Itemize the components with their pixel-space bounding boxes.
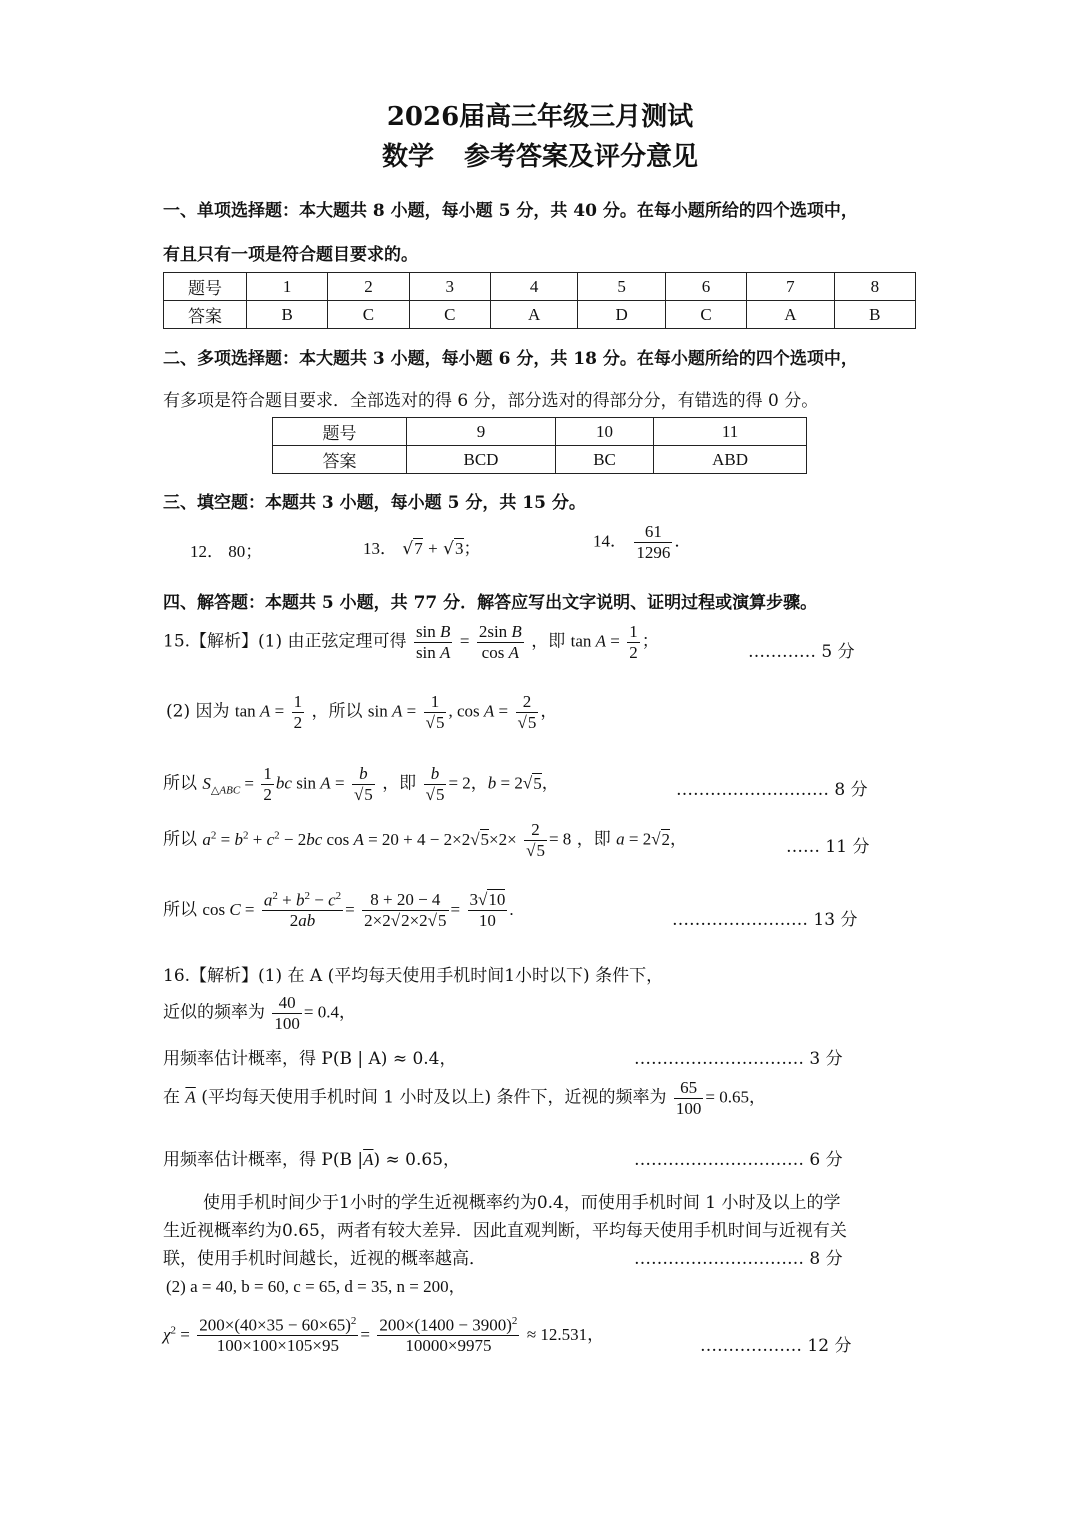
table-cell: A xyxy=(747,301,834,329)
q16-line2: 近似的频率为 $\frac{40}{100}$ = 0.4， xyxy=(163,993,356,1033)
table-cell: A xyxy=(490,301,577,329)
fraction: $\frac{\text{2sin B}}{\text{cos A}}$ xyxy=(478,622,522,662)
q16-paragraph-line2: 生近视概率约为0.65，两者有较大差异．因此直观判断，平均每天使用手机时间与近视有关 xyxy=(163,1221,847,1241)
table-cell: D xyxy=(578,301,665,329)
score-mark: ……………… 12 分 xyxy=(700,1336,852,1356)
table-row xyxy=(273,446,807,474)
q15-line4: 所以 $a^2 = b^2 + c^2 - 2bc$ cos A = 20 + 4 − 2×2√5×2× $\frac{2}{√5}$ = 8 ，即 a = 2√2， xyxy=(163,820,688,860)
table-header-cell: 答案 xyxy=(273,446,407,474)
table-row xyxy=(164,301,916,329)
subject-label: 数学 xyxy=(381,142,434,172)
q16-paragraph-line1: 使用手机时间少于1小时的学生近视概率约为0.4，而使用手机时间 1 小时及以上的学 xyxy=(203,1193,841,1213)
table-row xyxy=(273,418,807,446)
answer-q14: 14． $\frac{61}{1296}$ ． xyxy=(593,522,692,562)
fraction: $\frac{\text{sin B}}{\text{sin A}}$ xyxy=(415,622,451,662)
q16-line4: 在 $\overline{A}$ (平均每天使用手机时间 1 小时及以上) 条件下，近视的频率为 $\frac{65}{100}$ = 0.65， xyxy=(163,1078,766,1118)
table-cell: BC xyxy=(555,446,653,474)
table-cell: B xyxy=(834,301,915,329)
q16-line10: $\chi^2$ = $\frac{200\times(40\times 35 - 60\times 65)^2}{100\times 100\times 105\times 95}$ = $\frac{200\times(1400 - 3900)^2}{10000\times 9975}$ ≈ 12.531， xyxy=(163,1315,605,1356)
fraction: $\frac{3√10}{10}$ xyxy=(469,890,506,930)
score-mark: ………… 5 分 xyxy=(748,642,855,662)
section2-heading-line2: 有多项是符合题目要求．全部选对的得 6 分，部分选对的得部分分，有错选的得 0 分。 xyxy=(163,391,819,411)
fraction: $\frac{b}{√5}$ xyxy=(425,764,445,804)
page-title: 2026届高三年级三月测试 xyxy=(386,102,694,132)
fraction: $\frac{a^2 + b^2 - c^2}{2ab}$ xyxy=(263,890,342,931)
table-header-cell: 题号 xyxy=(164,273,247,301)
table-cell: 3 xyxy=(409,273,490,301)
table-cell: 2 xyxy=(328,273,409,301)
score-mark: ………………………… 3 分 xyxy=(634,1049,843,1069)
table-cell: C xyxy=(409,301,490,329)
score-mark: ………………………… 8 分 xyxy=(634,1249,843,1269)
table-cell: 10 xyxy=(555,418,653,446)
answer-q12: 12． 80； xyxy=(190,542,263,561)
q15-line2: (2) 因为 tan A = $\frac{1}{2}$ ，所以 sin A = $\frac{1}{√5}$ , cos A = $\frac{2}{√5}$ ， xyxy=(166,692,558,732)
page-subtitle xyxy=(0,136,1080,173)
section4-heading: 四、解答题：本题共 5 小题，共 77 分．解答应写出文字说明、证明过程或演算步骤。 xyxy=(163,593,818,613)
fraction: $\frac{200\times(40\times 35 - 60\times 65)^2}{100\times 100\times 105\times 95}$ xyxy=(199,1315,357,1356)
section3-heading: 三、填空题：本题共 3 小题，每小题 5 分，共 15 分。 xyxy=(163,493,586,513)
table-cell: C xyxy=(665,301,746,329)
section1-heading-line1: 一、单项选择题：本大题共 8 小题，每小题 5 分，共 40 分。在每小题所给的四个选项中， xyxy=(163,201,858,221)
table-cell: 5 xyxy=(578,273,665,301)
q16-paragraph-line3: 联，使用手机时间越长，近视的概率越高． xyxy=(163,1249,486,1269)
fraction: $\frac{8 + 20 - 4}{2\times 2√2\times 2√5}$ xyxy=(364,890,447,930)
fraction: $\frac{61}{1296}$ xyxy=(636,522,671,562)
table-header-cell: 题号 xyxy=(273,418,407,446)
fraction: $\frac{65}{100}$ xyxy=(675,1078,702,1118)
single-choice-answer-table xyxy=(163,272,916,329)
fraction: $\frac{200\times(1400 - 3900)^2}{10000\times 9975}$ xyxy=(379,1315,518,1356)
fraction: $\frac{1}{√5}$ xyxy=(425,692,445,732)
fraction: $\frac{2}{√5}$ xyxy=(526,820,545,860)
table-cell: B xyxy=(247,301,328,329)
table-cell: ABD xyxy=(654,446,807,474)
fraction: $\frac{2}{√5}$ xyxy=(517,692,537,732)
score-mark: …… 11 分 xyxy=(786,837,870,857)
q16-line9: (2) a = 40, b = 60, c = 65, d = 35, n = 200， xyxy=(166,1277,466,1296)
fraction: $\frac{1}{2}$ xyxy=(629,622,638,662)
table-cell: 1 xyxy=(247,273,328,301)
section2-heading-line1: 二、多项选择题：本大题共 3 小题，每小题 6 分，共 18 分。在每小题所给的四个选项中， xyxy=(163,349,858,369)
q16-line5: 用频率估计概率，得 P(B $|\overline{A}) \approx 0.65$， xyxy=(163,1150,461,1170)
table-cell: 8 xyxy=(834,273,915,301)
q15-line3: 所以 $S_{\triangle ABC}$ = $\frac{1}{2}$ bc sin A = $\frac{b}{√5}$ ，即 $\frac{b}{√5}$ = 2，b = 2√5， xyxy=(163,764,559,804)
q16-line3: 用频率估计概率，得 P(B | A) ≈ 0.4， xyxy=(163,1049,457,1069)
fraction: $\frac{b}{√5}$ xyxy=(353,764,373,804)
table-cell: 6 xyxy=(665,273,746,301)
q15-line1: 15.【解析】(1) 由正弦定理可得 $\frac{\text{sin B}}{\text{sin A}}$ = $\frac{\text{2sin B}}{\text{cos A}}$ ，即 tan A = $\frac{1}{2}$ ； xyxy=(163,622,659,662)
subtitle-text: 参考答案及评分意见 xyxy=(464,142,699,172)
score-mark: …………………… 13 分 xyxy=(672,910,858,930)
table-cell: 11 xyxy=(654,418,807,446)
multi-choice-answer-table xyxy=(272,417,807,474)
q15-line5: 所以 cos C = $\frac{a^2 + b^2 - c^2}{2ab}$ = $\frac{8 + 20 - 4}{2\times 2√2\times 2√5}$ = $\frac{3√10}{10}$ . xyxy=(163,890,514,931)
q16-line1: 16.【解析】(1) 在 A (平均每天使用手机时间1小时以下) 条件下， xyxy=(163,966,664,986)
fraction: $\frac{1}{2}$ xyxy=(263,764,272,804)
table-header-cell: 答案 xyxy=(164,301,247,329)
answer-q13: 13． √7 + √3； xyxy=(363,539,481,559)
score-mark: ……………………… 8 分 xyxy=(676,780,868,800)
score-mark: ………………………… 6 分 xyxy=(634,1150,843,1170)
section1-heading-line2: 有且只有一项是符合题目要求的。 xyxy=(163,245,418,265)
table-cell: 7 xyxy=(747,273,834,301)
fraction: $\frac{1}{2}$ xyxy=(293,692,303,732)
table-cell: BCD xyxy=(407,446,556,474)
table-row xyxy=(164,273,916,301)
table-cell: 9 xyxy=(407,418,556,446)
fraction: $\frac{40}{100}$ xyxy=(274,993,300,1033)
table-cell: 4 xyxy=(490,273,577,301)
table-cell: C xyxy=(328,301,409,329)
